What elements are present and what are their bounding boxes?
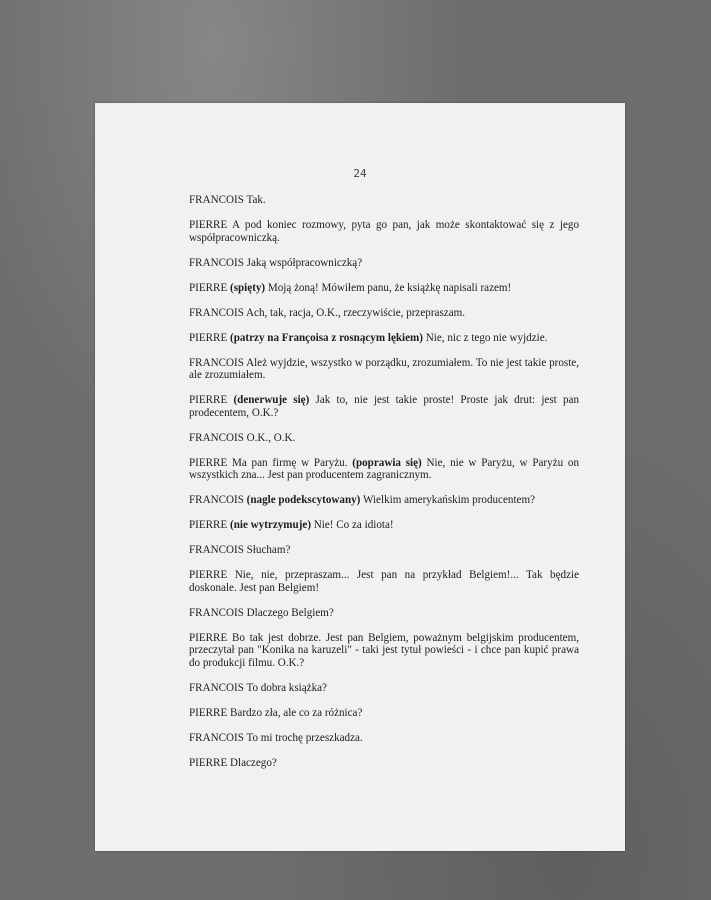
dialogue-text: Nie, nie w Paryżu, w Paryżu on wszystkich zna... Jest pan producentem zagranicznym. <box>189 456 579 482</box>
stage-direction: (denerwuje się) <box>233 394 310 407</box>
dialogue-paragraph <box>189 282 579 295</box>
dialogue-paragraph <box>189 257 579 270</box>
dialogue-paragraph <box>189 494 579 507</box>
dialogue-text: Nie, nic z tego nie wyjdzie. <box>422 331 548 344</box>
dialogue-paragraph <box>189 757 579 770</box>
dialogue-text: Nie! Co za idiota! <box>311 519 394 532</box>
dialogue-text: FRANCOIS Ależ wyjdzie, wszystko w porządku, zrozumiałem. To nie jest takie proste, ale zrozumiałem. <box>189 356 579 382</box>
dialogue-paragraph <box>189 569 579 594</box>
document-page <box>95 103 625 851</box>
dialogue-paragraph <box>189 682 579 695</box>
dialogue-paragraph <box>189 607 579 620</box>
dialogue-text: PIERRE A pod koniec rozmowy, pyta go pan, jak może skontaktować się z jego współpracowniczką. <box>189 218 579 244</box>
dialogue-text: FRANCOIS To dobra książka? <box>189 681 327 694</box>
dialogue-paragraph <box>189 394 579 419</box>
dialogue-paragraph <box>189 632 579 670</box>
dialogue-text: PIERRE Ma pan firmę w Paryżu. <box>189 456 353 469</box>
dialogue-paragraph <box>189 432 579 445</box>
dialogue-paragraph <box>189 707 579 720</box>
stage-direction: (poprawia się) <box>352 456 422 469</box>
dialogue-text: FRANCOIS <box>189 494 247 507</box>
stage-direction: (spięty) <box>230 281 266 294</box>
dialogue-text: PIERRE <box>189 281 230 294</box>
dialogue-text: FRANCOIS Dlaczego Belgiem? <box>189 606 334 619</box>
dialogue-paragraph <box>189 194 579 207</box>
dialogue-paragraph <box>189 307 579 320</box>
dialogue-paragraph <box>189 219 579 244</box>
stage-direction: (nie wytrzymuje) <box>230 519 312 532</box>
dialogue-paragraph <box>189 519 579 532</box>
dialogue-paragraph <box>189 332 579 345</box>
dialogue-text: FRANCOIS Słucham? <box>189 544 291 557</box>
dialogue-text: PIERRE Bo tak jest dobrze. Jest pan Belgiem, poważnym belgijskim producentem, przeczytał pan "Konika na karuzeli" - taki jest tytuł powieści - i chce pan kupić prawa do produkcji filmu. O.K.? <box>189 631 579 669</box>
dialogue-paragraph <box>189 457 579 482</box>
dialogue-paragraph <box>189 357 579 382</box>
dialogue-paragraph <box>189 544 579 557</box>
dialogue-text: FRANCOIS To mi trochę przeszkadza. <box>189 731 363 744</box>
dialogue-text: PIERRE Nie, nie, przepraszam... Jest pan na przykład Belgiem!... Tak będzie doskonale. Jest pan Belgiem! <box>189 569 579 594</box>
stage-direction: (patrzy na Françoisa z rosnącym lękiem) <box>230 331 423 344</box>
dialogue-paragraph <box>189 732 579 745</box>
dialogue-text: PIERRE Bardzo zła, ale co za różnica? <box>189 706 363 719</box>
dialogue-text: PIERRE <box>189 519 230 532</box>
dialogue-text: FRANCOIS Tak. <box>189 194 266 206</box>
dialogue-text: Moją żoną! Mówiłem panu, że książkę napisali razem! <box>265 281 512 294</box>
dialogue-text: FRANCOIS Ach, tak, racja, O.K., rzeczywiście, przepraszam. <box>189 306 466 319</box>
script-body <box>189 194 579 782</box>
dialogue-text: Wielkim amerykańskim producentem? <box>360 494 536 507</box>
dialogue-text: PIERRE <box>189 331 230 344</box>
page-number: 24 <box>353 167 367 180</box>
dialogue-text: FRANCOIS O.K., O.K. <box>189 431 296 444</box>
stage-direction: (nagle podekscytowany) <box>246 494 361 507</box>
dialogue-text: FRANCOIS Jaką współpracowniczką? <box>189 256 363 269</box>
dialogue-text: PIERRE <box>189 394 234 407</box>
dialogue-text: Jak to, nie jest takie proste! Proste jak drut: jest pan prodecentem, O.K.? <box>189 394 579 419</box>
dialogue-text: PIERRE Dlaczego? <box>189 756 277 769</box>
